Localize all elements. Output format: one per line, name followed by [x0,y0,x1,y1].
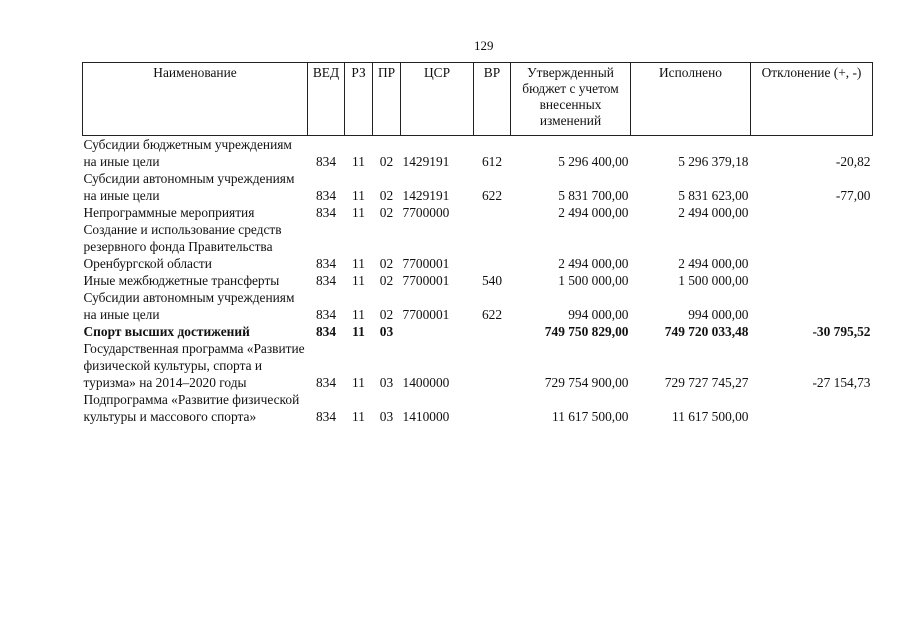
row-csr-cell: 7700000 [402,205,450,220]
row-rz-cell: 11 [352,256,365,271]
row-pr-cell: 02 [379,154,394,169]
row-ved-cell: 834 [315,273,337,288]
row-name-cell: Иные межбюджетные трансферты [83,273,280,288]
header-csr: ЦСР [401,63,474,136]
row-vr-cell: 540 [481,273,503,288]
row-approved-cell: 2 494 000,00 [558,256,629,271]
table-row [83,221,873,272]
row-executed-cell: 2 494 000,00 [678,205,749,220]
row-csr-cell: 1429191 [402,188,450,203]
row-approved-cell: 5 296 400,00 [558,154,629,169]
header-pr: ПР [373,63,401,136]
header-rz: РЗ [345,63,373,136]
row-name-cell: Создание и использование средств резервного фонда Правительства Оренбургской области [83,222,282,271]
row-deviation-cell: -20,82 [835,154,871,169]
row-rz-cell: 11 [352,154,365,169]
table-body [83,136,873,426]
row-deviation-cell [751,272,873,289]
row-name-cell: Спорт высших достижений [83,324,250,339]
table-header-row [83,63,873,136]
row-pr-cell: 02 [379,256,394,271]
header-name: Наименование [83,63,308,136]
row-executed-cell: 5 296 379,18 [678,154,749,169]
row-csr-cell [401,323,474,340]
row-executed-cell: 2 494 000,00 [678,256,749,271]
row-ved-cell: 834 [315,375,337,390]
row-ved-cell: 834 [315,324,337,339]
row-deviation-cell [751,204,873,221]
row-vr-cell [474,391,511,425]
row-pr-cell: 02 [379,188,394,203]
row-executed-cell: 5 831 623,00 [678,188,749,203]
header-vr: ВР [474,63,511,136]
row-csr-cell: 1429191 [402,154,450,169]
header-deviation: Отклонение (+, -) [751,63,873,136]
row-ved-cell: 834 [315,409,337,424]
row-approved-cell: 5 831 700,00 [558,188,629,203]
row-name-cell: Субсидии автономным учреждениям на иные цели [83,171,295,203]
row-executed-cell: 994 000,00 [688,307,749,322]
table-row [83,136,873,171]
page-number: 129 [474,38,494,53]
row-vr-cell [474,323,511,340]
table-row [83,323,873,340]
row-deviation-cell [751,289,873,323]
row-approved-cell: 1 500 000,00 [558,273,629,288]
row-ved-cell: 834 [315,256,337,271]
row-deviation-cell [751,391,873,425]
row-executed-cell: 729 727 745,27 [664,375,749,390]
row-rz-cell: 11 [352,307,365,322]
row-vr-cell [474,340,511,391]
row-ved-cell: 834 [315,188,337,203]
row-executed-cell: 1 500 000,00 [678,273,749,288]
row-ved-cell: 834 [315,205,337,220]
row-vr-cell [474,221,511,272]
header-executed: Исполнено [631,63,751,136]
header-approved: Утвержденный бюджет с учетом внесенных изменений [511,63,631,136]
row-rz-cell: 11 [352,188,365,203]
row-name-cell: Субсидии бюджетным учреждениям на иные цели [83,137,292,169]
row-rz-cell: 11 [352,273,365,288]
row-rz-cell: 11 [352,375,365,390]
row-approved-cell: 729 754 900,00 [544,375,629,390]
row-name-cell: Подпрограмма «Развитие физической культуры и массового спорта» [83,392,300,424]
row-vr-cell [474,204,511,221]
row-pr-cell: 03 [379,324,394,339]
row-deviation-cell: -30 795,52 [812,324,871,339]
table-row [83,391,873,425]
budget-table [82,62,873,425]
row-approved-cell: 994 000,00 [568,307,629,322]
row-csr-cell: 7700001 [402,307,450,322]
row-executed-cell: 749 720 033,48 [664,324,749,339]
table-row [83,272,873,289]
row-pr-cell: 02 [379,307,394,322]
table-row [83,340,873,391]
row-deviation-cell: -27 154,73 [812,375,871,390]
row-rz-cell: 11 [352,409,365,424]
row-ved-cell: 834 [315,154,337,169]
table-row [83,170,873,204]
row-csr-cell: 7700001 [402,273,450,288]
row-csr-cell: 1400000 [402,375,450,390]
row-rz-cell: 11 [352,324,365,339]
row-approved-cell: 749 750 829,00 [544,324,629,339]
row-name-cell: Государственная программа «Развитие физической культуры, спорта и туризма» на 2014–2020 годы [83,341,305,390]
table-row [83,289,873,323]
row-vr-cell: 622 [481,307,503,322]
row-csr-cell: 7700001 [402,256,450,271]
table-row [83,204,873,221]
row-executed-cell: 11 617 500,00 [672,409,749,424]
row-pr-cell: 02 [379,273,394,288]
header-ved: ВЕД [308,63,345,136]
row-vr-cell: 612 [481,154,503,169]
row-pr-cell: 03 [379,375,394,390]
row-vr-cell: 622 [481,188,503,203]
row-approved-cell: 11 617 500,00 [552,409,629,424]
row-pr-cell: 03 [379,409,394,424]
row-ved-cell: 834 [315,307,337,322]
row-pr-cell: 02 [379,205,394,220]
row-deviation-cell: -77,00 [835,188,871,203]
row-name-cell: Непрограммные мероприятия [83,205,255,220]
row-approved-cell: 2 494 000,00 [558,205,629,220]
row-csr-cell: 1410000 [402,409,450,424]
row-rz-cell: 11 [352,205,365,220]
row-deviation-cell [751,221,873,272]
row-name-cell: Субсидии автономным учреждениям на иные цели [83,290,295,322]
